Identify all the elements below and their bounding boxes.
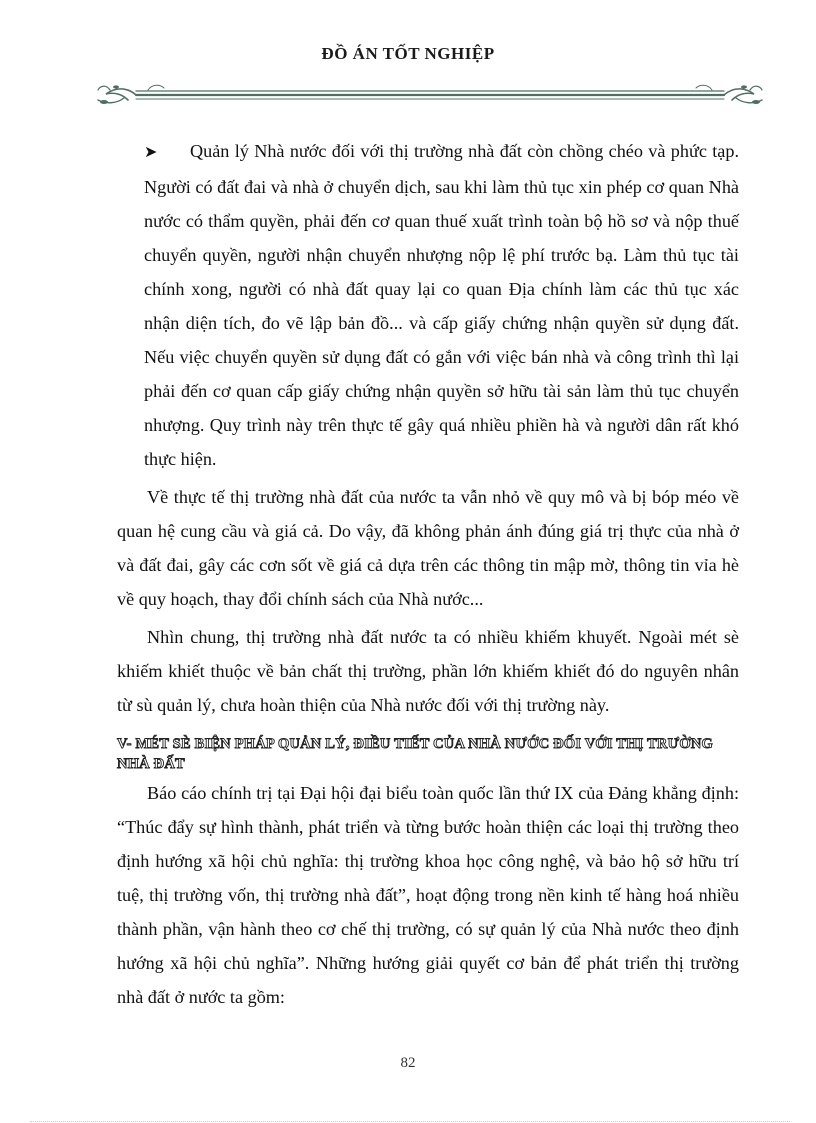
decorative-vine-divider-icon [96,80,764,110]
bullet-paragraph [144,134,739,476]
document-body [117,134,739,1014]
paragraph: Về thực tế thị trường nhà đất của nước ta vẫn nhỏ về quy mô và bị bóp méo về quan hệ cung cầu và giá cả. Do vậy, đã không phản ánh đúng giá trị thực của nhà ở và đất đai, gây các cơn sốt về giá cả dựa trên các thông tin mập mờ, thông tin vỉa hè về quy hoạch, thay đổi chính sách của Nhà nước... [117,487,739,609]
paragraph: Nhìn chung, thị trường nhà đất nước ta có nhiều khiếm khuyết. Ngoài mét sè khiếm khiết thuộc về bản chất thị trường, phần lớn khiếm khiết đó do nguyên nhân từ sù quản lý, chưa hoàn thiện của Nhà nước đối với thị trường này. [117,627,739,715]
arrowhead-bullet-icon: ➤ [144,144,158,161]
section-heading: V- MÉT SÈ BIỆN PHÁP QUẢN LÝ, ĐIỀU TIẾT CỦA NHÀ NƯỚC ĐỐI VỚI THỊ TRƯỜNG NHÀ ĐẤT [117,736,713,772]
paragraph: Báo cáo chính trị tại Đại hội đại biểu toàn quốc lần thứ IX của Đảng khẳng định: “Thúc đẩy sự hình thành, phát triển và từng bước hoàn thiện các loại thị trường theo định hướng xã hội chủ nghĩa: thị trường khoa học công nghệ, và bảo hộ sở hữu trí tuệ, thị trường vốn, thị trường nhà đất”, hoạt động trong nền kinh tế hàng hoá nhiều thành phần, vận hành theo cơ chế thị trường, có sự quản lý của Nhà nước theo định hướng xã hội chủ nghĩa”. Những hướng giải quyết cơ bản để phát triển thị trường nhà đất ở nước ta gồm: [117,783,739,1007]
page-header-title: ĐỒ ÁN TỐT NGHIỆP [321,44,495,63]
page-number: 82 [400,1055,416,1071]
page-bottom-divider [30,1121,790,1122]
paragraph-text: Quản lý Nhà nước đối với thị trường nhà đất còn chồng chéo và phức tạp. Người có đất đai và nhà ở chuyển dịch, sau khi làm thủ tục xin phép cơ quan Nhà nước có thẩm quyền, phải đến cơ quan thuế xuất trình toàn bộ hồ sơ và nộp thuế chuyển quyền, người nhận chuyển nhượng nộp lệ phí trước bạ. Làm thủ tục tài chính xong, người có nhà đất quay lại co quan Địa chính làm các thủ tục xác nhận diện tích, đo vẽ lập bản đồ... và cấp giấy chứng nhận quyền sử dụng đất. Nếu việc chuyển quyền sử dụng đất có gắn với việc bán nhà và công trình thì lại phải đến cơ quan cấp giấy chứng nhận quyền sở hữu tài sản làm thủ tục chuyển nhượng. Quy trình này trên thực tế gây quá nhiều phiền hà và người dân rất khó thực hiện. [144,141,739,469]
